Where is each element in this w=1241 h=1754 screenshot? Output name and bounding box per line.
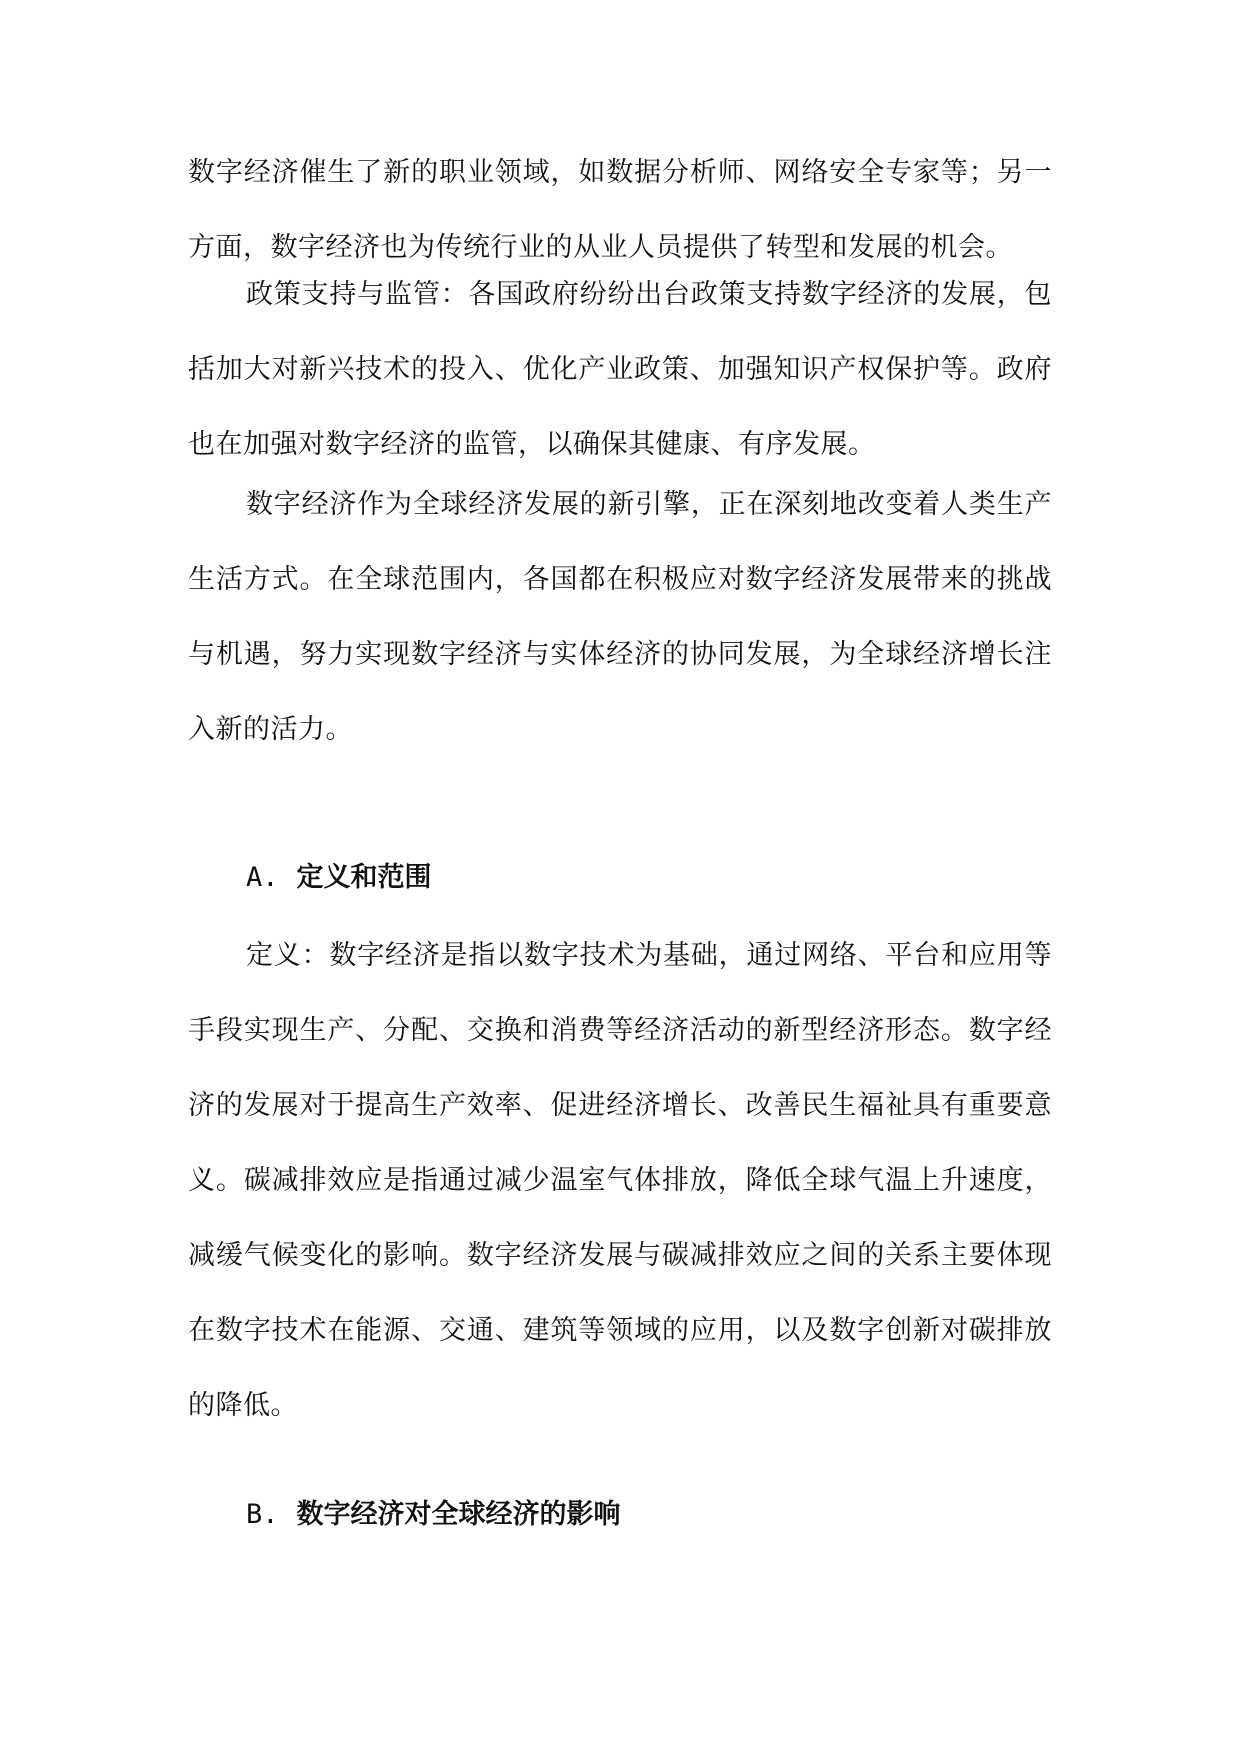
section-heading-a	[246, 858, 432, 898]
section-heading-b	[246, 1495, 621, 1535]
section-marker: A.	[246, 862, 279, 893]
paragraph-policy-support: 政策支持与监管：各国政府纷纷出台政策支持数字经济的发展，包括加大对新兴技术的投入、优化产业政策、加强知识产权保护等。政府也在加强对数字经济的监管，以确保其健康、有序发展。	[188, 279, 1052, 460]
section-title: 数字经济对全球经济的影响	[296, 1499, 621, 1530]
section-marker: B.	[246, 1499, 279, 1530]
section-title: 定义和范围	[296, 862, 432, 893]
paragraph-global-engine: 数字经济作为全球经济发展的新引擎，正在深刻地改变着人类生产生活方式。在全球范围内，各国都在积极应对数字经济发展带来的挑战与机遇，努力实现数字经济与实体经济的协同发展，为全球经济增长注入新的活力。	[188, 489, 1052, 745]
paragraph-job-transformation: 数字经济催生了新的职业领域，如数据分析师、网络安全专家等；另一方面，数字经济也为传统行业的从业人员提供了转型和发展的机会。	[188, 157, 1052, 263]
paragraph-definition: 定义：数字经济是指以数字技术为基础，通过网络、平台和应用等手段实现生产、分配、交换和消费等经济活动的新型经济形态。数字经济的发展对于提高生产效率、促进经济增长、改善民生福祉具有重要意义。碳减排效应是指通过减少温室气体排放，降低全球气温上升速度，减缓气候变化的影响。数字经济发展与碳减排效应之间的关系主要体现在数字技术在能源、交通、建筑等领域的应用，以及数字创新对碳排放的降低。	[188, 940, 1052, 1421]
